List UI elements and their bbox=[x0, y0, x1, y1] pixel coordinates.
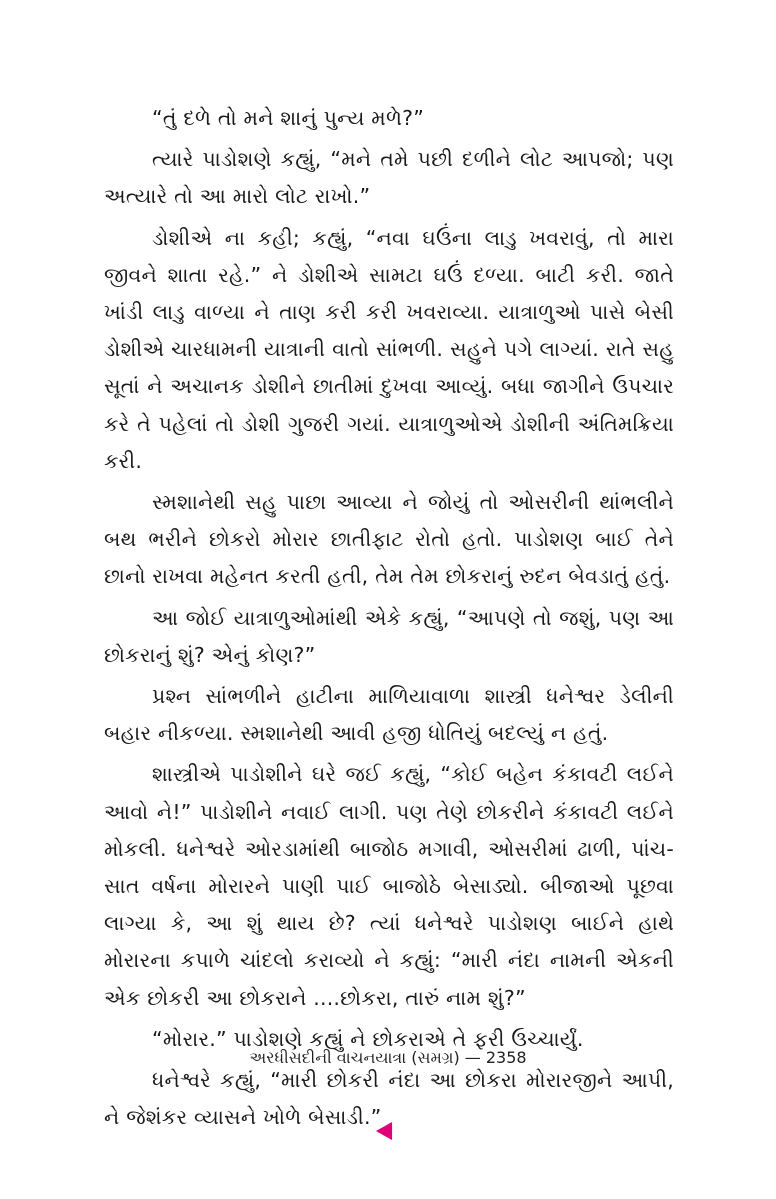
paragraph: ડોશીએ ના કહી; કહ્યું, “નવા ઘઉંના લાડુ ખવરાવું, તો મારા જીવને શાતા રહે.” ને ડોશીએ સામટા ઘઉં દળ્યા. બાટી કરી. જાતે ખાંડી લાડુ વાળ્યા ને તાણ કરી કરી ખવરાવ્યા. યાત્રાળુઓ પાસે બેસી ડોશીએ ચારધામની યાત્રાની વાતો સાંભળી. સહુને પગે લાગ્યાં. રાતે સહુ સૂતાં ને અચાનક ડોશીને છાતીમાં દુખવા આવ્યું. બધા જાગીને ઉપચાર કરે તે પહેલાં તો ડોશી ગુજરી ગયાં. યાત્રાળુઓએ ડોશીની અંતિમક્રિયા કરી. bbox=[104, 225, 674, 473]
paragraph: ધનેશ્વરે કહ્યું, “મારી છોકરી નંદા આ છોકરા મોરારજીને આપી, ને જેશંકર વ્યાસને ખોળે બેસાડી.” bbox=[104, 1068, 674, 1130]
paragraph: આ જોઈ યાત્રાળુઓમાંથી એકે કહ્યું, “આપણે તો જશું, પણ આ છોકરાનું શું? એનું કોણ?” bbox=[104, 605, 674, 667]
paragraph: “તું દળે તો મને શાનું પુન્ય મળે?” bbox=[152, 106, 425, 130]
page-footer: અરધીસદીની વાચનયાત્રા (સમગ્ર) — 2358 bbox=[249, 1048, 527, 1067]
previous-page-icon[interactable] bbox=[376, 1122, 392, 1140]
paragraph: ત્યારે પાડોશણે કહ્યું, “મને તમે પછી દળીને લોટ આપજો; પણ અત્યારે તો આ મારો લોટ રાખો.” bbox=[104, 147, 674, 209]
paragraph: “મોરાર.” પાડોશણે કહ્યું ને છોકરાએ તે ફરી ઉચ્ચાર્યું. bbox=[152, 1026, 584, 1051]
paragraph: સ્મશાનેથી સહુ પાછા આવ્યા ને જોયું તો ઓસરીની થાંભલીને બથ ભરીને છોકરો મોરાર છાતીફાટ રોતો હતો. પાડોશણ બાઈ તેને છાનો રાખવા મહેનત કરતી હતી, તેમ તેમ છોકરાનું રુદન બેવડાતું હતું. bbox=[104, 490, 674, 589]
page-body bbox=[104, 100, 674, 1140]
paragraph: શાસ્ત્રીએ પાડોશીને ઘરે જઈ કહ્યું, “કોઈ બહેન કંકાવટી લઈને આવો ને!” પાડોશીને નવાઈ લાગી. પણ તેણે છોકરીને કંકાવટી લઈને મોકલી. ધનેશ્વરે ઓરડામાંથી બાજોઠ મગાવી, ઓસરીમાં ઢાળી, પાંચ-સાત વર્ષના મોરારને પાણી પાઈ બાજોઠે બેસાડ્યો. બીજાઓ પૂછવા લાગ્યા કે, આ શું થાય છે? ત્યાં ધનેશ્વરે પાડોશણ બાઈને હાથે મોરારના કપાળે ચાંદલો કરાવ્યો ને કહ્યું: “મારી નંદા નામની એકની એક છોકરી આ છોકરાને ....છોકરા, તારું નામ શું?” bbox=[104, 762, 674, 1010]
paragraph: પ્રશ્ન સાંભળીને હાટીના માળિયાવાળા શાસ્ત્રી ધનેશ્વર ડેલીની બહાર નીકળ્યા. સ્મશાનેથી આવી હજી ધોતિયું બદલ્યું ન હતું. bbox=[104, 684, 674, 746]
